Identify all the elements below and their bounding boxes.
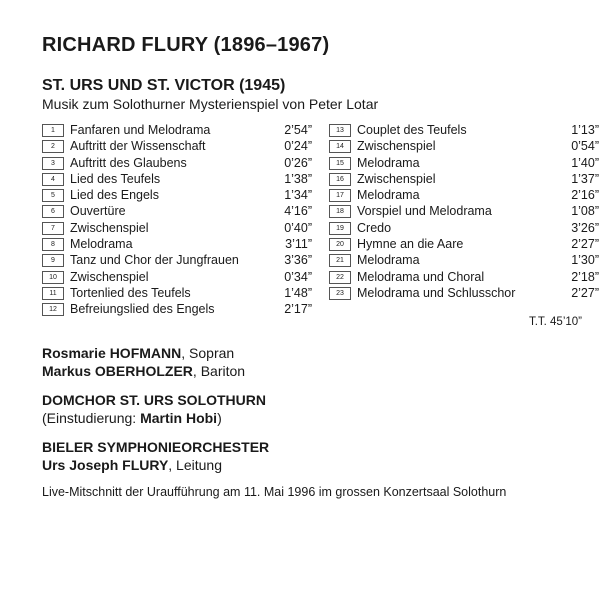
track-title: Fanfaren und Melodrama — [70, 123, 211, 137]
track-number: 3 — [42, 157, 64, 170]
track-title: Lied des Engels — [70, 188, 159, 203]
choir-label: DOMCHOR ST. URS SOLOTHURN — [42, 392, 266, 408]
track-title: Lied des Teufels — [70, 171, 161, 186]
track-title: Vorspiel und Melodrama — [357, 204, 492, 219]
choir-suffix: ) — [217, 410, 222, 426]
track-duration: 3’26” — [571, 220, 599, 235]
track-duration: 1’40” — [571, 155, 599, 170]
track-number: 23 — [329, 287, 351, 300]
track-title: Melodrama und Schlusschor — [357, 285, 516, 300]
track-number: 2 — [42, 140, 64, 153]
track-number: 11 — [42, 287, 64, 300]
track-row — [42, 203, 312, 219]
track-title: Hymne an die Aare — [357, 237, 464, 252]
baritone-name: Markus OBERHOLZER — [42, 363, 193, 379]
track-duration: 2’27” — [571, 237, 599, 252]
track-row — [329, 187, 599, 203]
track-number: 14 — [329, 140, 351, 153]
track-number: 15 — [329, 157, 351, 170]
track-number: 8 — [42, 238, 64, 251]
track-duration: 2’54” — [284, 123, 312, 137]
performer-soprano — [42, 345, 234, 361]
track-title: Zwischenspiel — [70, 269, 149, 284]
track-number: 1 — [42, 124, 64, 137]
track-title: Melodrama — [357, 155, 420, 170]
track-list-left — [42, 122, 312, 318]
track-title: Auftritt des Glaubens — [70, 155, 187, 170]
track-duration: 0’24” — [284, 139, 312, 154]
track-number: 7 — [42, 222, 64, 235]
track-duration: 2’16” — [571, 188, 599, 203]
baritone-role: , Bariton — [192, 363, 246, 379]
total-time: T.T. 45’10” — [528, 316, 582, 328]
conductor-name: Urs Joseph FLURY — [42, 457, 169, 473]
conductor-role: , Leitung — [168, 457, 222, 473]
work-title: ST. URS UND ST. VICTOR (1945) — [42, 77, 286, 94]
track-row — [329, 220, 599, 236]
orchestra-name — [42, 439, 269, 455]
track-row — [42, 187, 312, 203]
soprano-name: Rosmarie HOFMANN — [42, 345, 182, 361]
soprano-role: , Sopran — [181, 345, 235, 361]
track-row — [42, 252, 312, 268]
track-title: Ouvertüre — [70, 204, 126, 219]
track-duration: 3’36” — [284, 253, 312, 268]
track-duration: 1’13” — [571, 123, 599, 137]
track-number: 6 — [42, 205, 64, 218]
track-row — [329, 122, 599, 138]
track-duration: 2’17” — [284, 302, 312, 317]
track-row — [42, 220, 312, 236]
track-title: Melodrama — [357, 253, 420, 268]
track-number: 22 — [329, 271, 351, 284]
track-row — [42, 171, 312, 187]
track-row — [329, 236, 599, 252]
track-duration: 1’34” — [284, 188, 312, 203]
track-row — [329, 203, 599, 219]
track-title: Credo — [357, 220, 392, 235]
track-duration: 1’08” — [571, 204, 599, 219]
track-duration: 0’26” — [284, 155, 312, 170]
track-duration: 0’40” — [284, 220, 312, 235]
track-title: Zwischenspiel — [70, 220, 149, 235]
track-row — [42, 285, 312, 301]
track-duration: 2’27” — [571, 285, 599, 300]
track-title: Melodrama — [70, 237, 133, 252]
work-subtitle: Musik zum Solothurner Mysterienspiel von Peter Lotar — [42, 96, 379, 112]
track-duration: 4’16” — [284, 204, 312, 219]
track-duration: 3’11” — [285, 237, 312, 252]
track-title: Zwischenspiel — [357, 139, 436, 154]
track-number: 16 — [329, 173, 351, 186]
track-duration: 0’34” — [284, 269, 312, 284]
track-title: Tortenlied des Teufels — [70, 285, 191, 300]
track-number: 4 — [42, 173, 64, 186]
track-title: Befreiungslied des Engels — [70, 302, 215, 317]
track-number: 20 — [329, 238, 351, 251]
track-number: 18 — [329, 205, 351, 218]
track-row — [329, 171, 599, 187]
choir-director-line — [42, 410, 222, 426]
track-title: Auftritt der Wissenschaft — [70, 139, 206, 154]
track-duration: 1’30” — [571, 253, 599, 268]
track-number: 12 — [42, 303, 64, 316]
track-duration: 2’18” — [571, 269, 599, 284]
track-list-right — [329, 122, 599, 301]
track-number: 10 — [42, 271, 64, 284]
track-number: 5 — [42, 189, 64, 202]
track-row — [329, 155, 599, 171]
track-number: 9 — [42, 254, 64, 267]
track-row — [42, 269, 312, 285]
track-duration: 1’37” — [571, 171, 599, 186]
composer-heading: RICHARD FLURY (1896–1967) — [42, 34, 330, 56]
track-row — [329, 252, 599, 268]
track-row — [329, 138, 599, 154]
track-row — [42, 138, 312, 154]
orchestra-label: BIELER SYMPHONIEORCHESTER — [42, 439, 270, 455]
track-number: 13 — [329, 124, 351, 137]
track-title: Tanz und Chor der Jungfrauen — [70, 253, 239, 268]
choir-prefix: (Einstudierung: — [42, 410, 141, 426]
track-row — [42, 155, 312, 171]
track-number: 19 — [329, 222, 351, 235]
track-title: Melodrama — [357, 188, 420, 203]
track-number: 21 — [329, 254, 351, 267]
live-recording-note: Live-Mitschnitt der Uraufführung am 11. Mai 1996 im grossen Konzertsaal Solothurn — [42, 485, 507, 499]
track-row — [329, 269, 599, 285]
track-title: Couplet des Teufels — [357, 123, 467, 137]
track-row — [42, 236, 312, 252]
track-title: Zwischenspiel — [357, 171, 436, 186]
track-duration: 0’54” — [571, 139, 599, 154]
choir-name — [42, 392, 266, 408]
choir-director: Martin Hobi — [140, 410, 218, 426]
track-duration: 1’48” — [284, 285, 312, 300]
conductor-line — [42, 457, 222, 473]
track-row — [42, 301, 312, 317]
track-number: 17 — [329, 189, 351, 202]
track-title: Melodrama und Choral — [357, 269, 485, 284]
track-row — [42, 122, 312, 138]
performer-baritone — [42, 363, 245, 379]
track-duration: 1’38” — [284, 171, 312, 186]
track-row — [329, 285, 599, 301]
